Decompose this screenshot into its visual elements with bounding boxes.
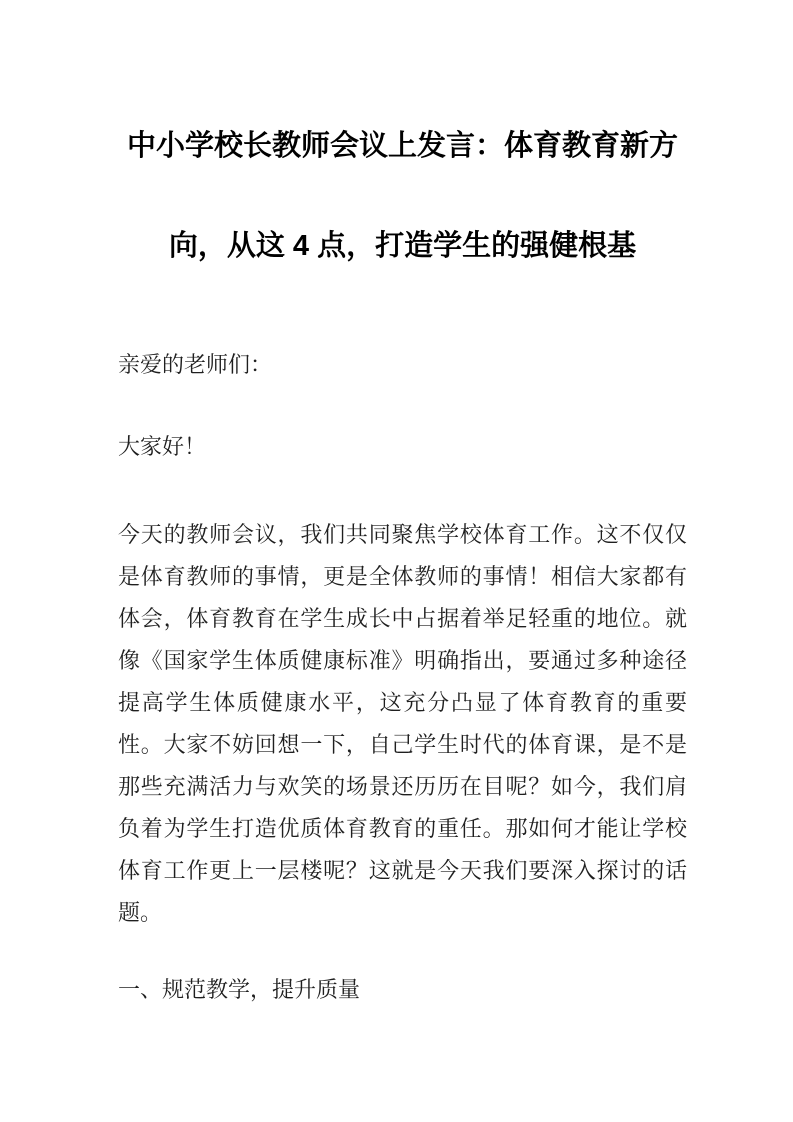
section-heading: 一、规范教学，提升质量 bbox=[118, 977, 361, 1002]
body-paragraph: 今天的教师会议，我们共同聚焦学校体育工作。这不仅仅是体育教师的事情，更是全体教师的事情！相信大家都有体会，体育教育在学生成长中占据着举足轻重的地位。就像《国家学生体质健康标准》明确指出，要通过多种途径提高学生体质健康水平，这充分凸显了体育教育的重要性。大家不妨回想一下，自己学生时代的体育课，是不是那些充满活力与欢笑的场景还历历在目呢？如今，我们肩负着为学生打造优质体育教育的重任。那如何才能让学校体育工作更上一层楼呢？这就是今天我们要深入探讨的话题。 bbox=[118, 522, 687, 925]
salutation-paragraph: 亲爱的老师们： bbox=[118, 352, 273, 377]
document-title-line-1: 中小学校长教师会议上发言：体育教育新方 bbox=[126, 130, 678, 162]
document-title bbox=[118, 96, 687, 296]
document-title-line-2: 向，从这 4 点，打造学生的强健根基 bbox=[168, 230, 637, 262]
greeting-paragraph: 大家好！ bbox=[118, 434, 207, 459]
